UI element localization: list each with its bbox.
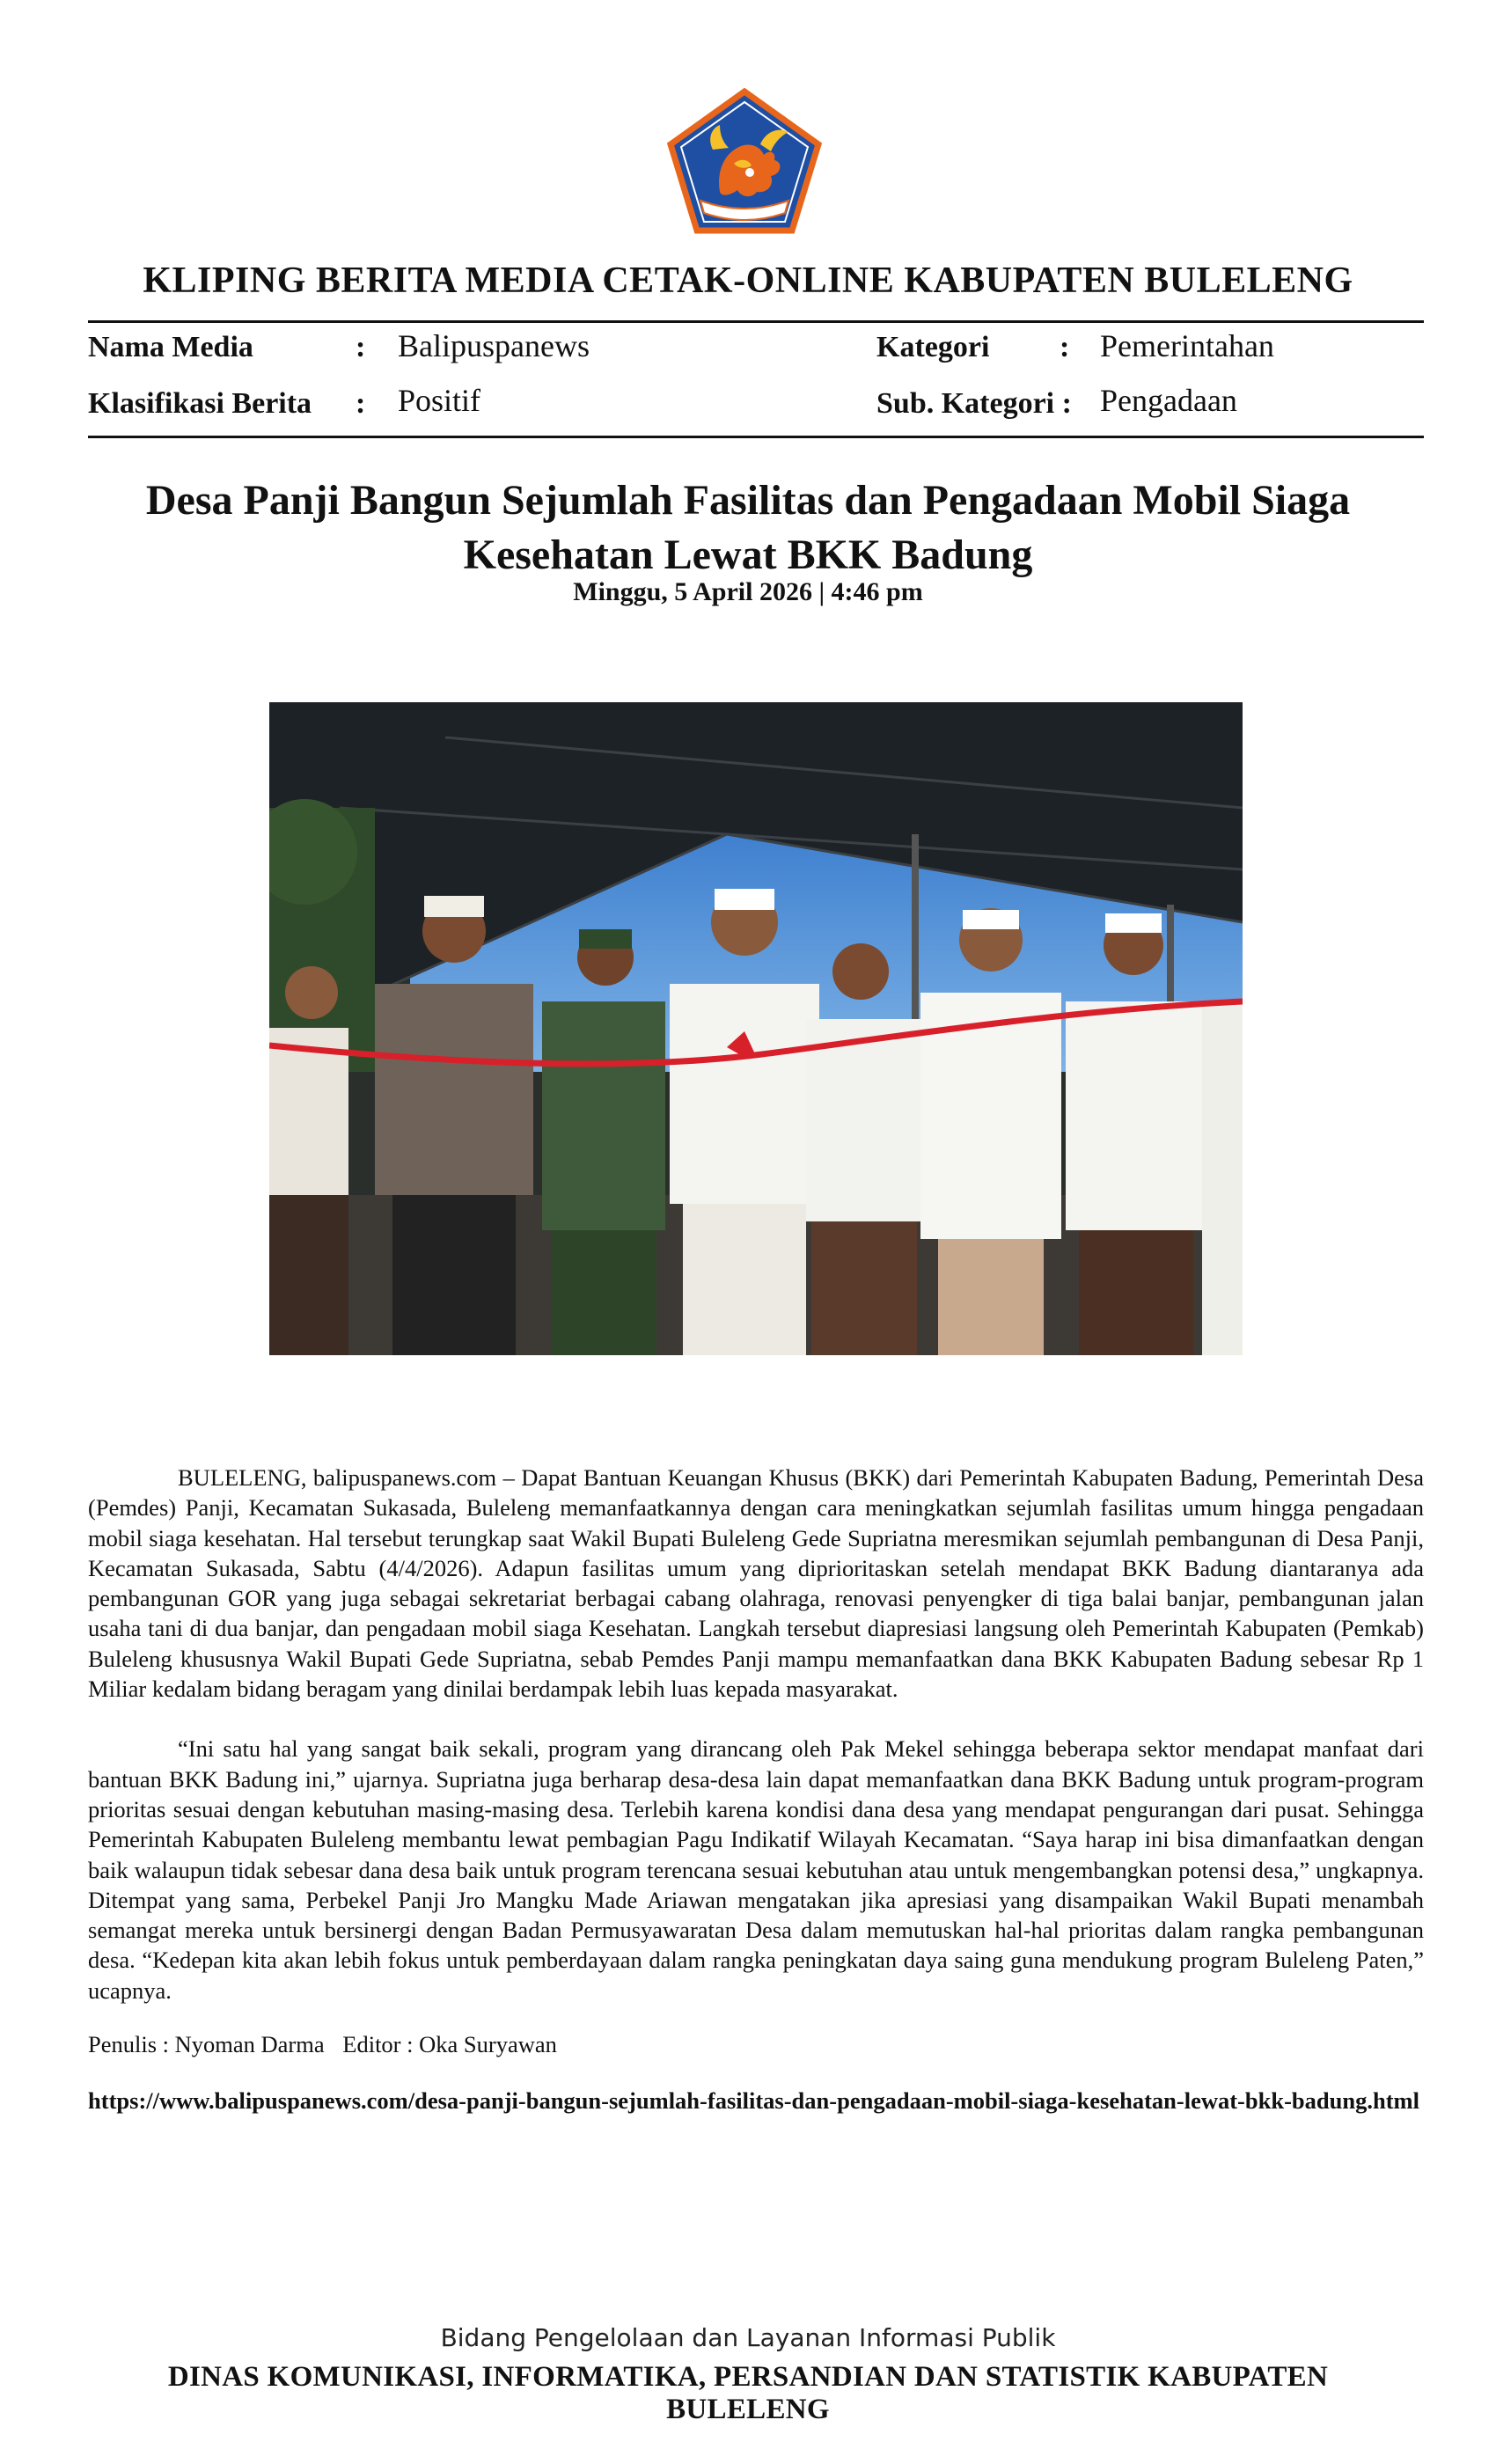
article-headline: Desa Panji Bangun Sejumlah Fasilitas dan Pengadaan Mobil Siaga Kesehatan Lewat BKK Badung [145,477,1351,578]
article-paragraph: “Ini satu hal yang sangat baik sekali, program yang dirancang oleh Pak Mekel sehingga beberapa sektor mendapat manfaat dari bantuan BKK Badung ini,” ujarnya. Supriatna juga berharap desa-desa lain dapat memanfaatkan dana BKK Badung untuk program-program prioritas sesuai dengan kebutuhan masing-masing desa. Terlebih karena kondisi dana desa yang mendapat pengurangan dari pusat. Sehingga Pemerintah Kabupaten Buleleng membantu lewat pembagian Pagu Indikatif Wilayah Kecamatan. “Saya harap ini bisa dimanfaatkan dengan baik walaupun tidak sebesar dana desa baik untuk program terencana sesuai kebutuhan atau untuk mengembangkan potensi desa,” ungkapnya. Ditempat yang sama, Perbekel Panji Jro Mangku Made Ariawan mengatakan jika apresiasi yang disampaikan Wakil Bupati menambah semangat mereka untuk bersinergi dengan Badan Permusyawaratan Desa dalam memutuskan hal-hal prioritas dalam rangka pembangunan desa. “Kedepan kita akan lebih fokus untuk pemberdayaan dalam rangka peningkatan daya saing guna mendukung program Buleleng Paten,” ucapnya. [88,1735,1424,2004]
article-date: Minggu, 5 April 2026 | 4:46 pm [573,577,923,606]
article-credits [88,2031,569,2058]
classification-colon: : [356,387,366,420]
article-paragraph: BULELENG, balipuspanews.com – Dapat Bantuan Keuangan Khusus (BKK) dari Pemerintah Kabupaten Badung, Pemerintah Desa (Pemdes) Panji, Kecamatan Sukasada, Buleleng memanfaatkannya dengan cara meningkatkan sejumlah fasilitas umum hingga pengadaan mobil siaga kesehatan. Hal tersebut terungkap saat Wakil Bupati Buleleng Gede Supriatna meresmikan sejumlah pembangunan di Desa Panji, Kecamatan Sukasada, Sabtu (4/4/2026). Adapun fasilitas umum yang diprioritaskan setelah mendapat BKK Badung diantaranya ada pembangunan GOR yang juga sebagai sekretariat berbagai cabang olahraga, renovasi penyengker di tiga balai banjar, pembangunan jalan usaha tani di dua banjar, dan pengadaan mobil siaga Kesehatan. Langkah tersebut diapresiasi langsung oleh Pemerintah Kabupaten (Pemkab) Buleleng khususnya Wakil Bupati Gede Supriatna, sebab Pemdes Panji mampu memanfaatkan dana BKK Kabupaten Badung sebesar Rp 1 Miliar kedalam bidang beragam yang dinilai berdampak lebih luas kepada masyarakat. [88,1464,1424,1703]
article-photo [269,702,1243,1355]
footer-division: Bidang Pengelolaan dan Layanan Informasi Publik [440,2323,1056,2352]
footer-agency: DINAS KOMUNIKASI, INFORMATIKA, PERSANDIAN DAN STATISTIK KABUPATEN BULELENG [167,2361,1329,2425]
clipping-title: KLIPING BERITA MEDIA CETAK-ONLINE KABUPATEN BULELENG [143,260,1353,301]
subcategory-label: Sub. Kategori : [876,387,1072,420]
classification-value: Positif [398,383,481,418]
media-name-label: Nama Media [88,331,253,363]
editor-credit: Editor : Oka Suryawan [342,2031,557,2057]
article-body [88,1463,1424,2035]
source-url[interactable]: https://www.balipuspanews.com/desa-panji-bangun-sejumlah-fasilitas-dan-pengadaan-mobil-siaga-kesehatan-lewat-bkk-badung.html [88,2087,1419,2114]
category-label: Kategori [876,331,990,363]
regency-logo [665,88,824,236]
divider-top [88,320,1424,323]
classification-label: Klasifikasi Berita [88,387,312,420]
writer-credit: Penulis : Nyoman Darma [88,2031,325,2057]
media-name-colon: : [356,331,366,363]
divider-bottom [88,436,1424,438]
category-colon: : [1060,331,1070,363]
subcategory-value: Pengadaan [1100,383,1237,418]
media-name-value: Balipuspanews [398,328,590,363]
category-value: Pemerintahan [1100,328,1274,363]
